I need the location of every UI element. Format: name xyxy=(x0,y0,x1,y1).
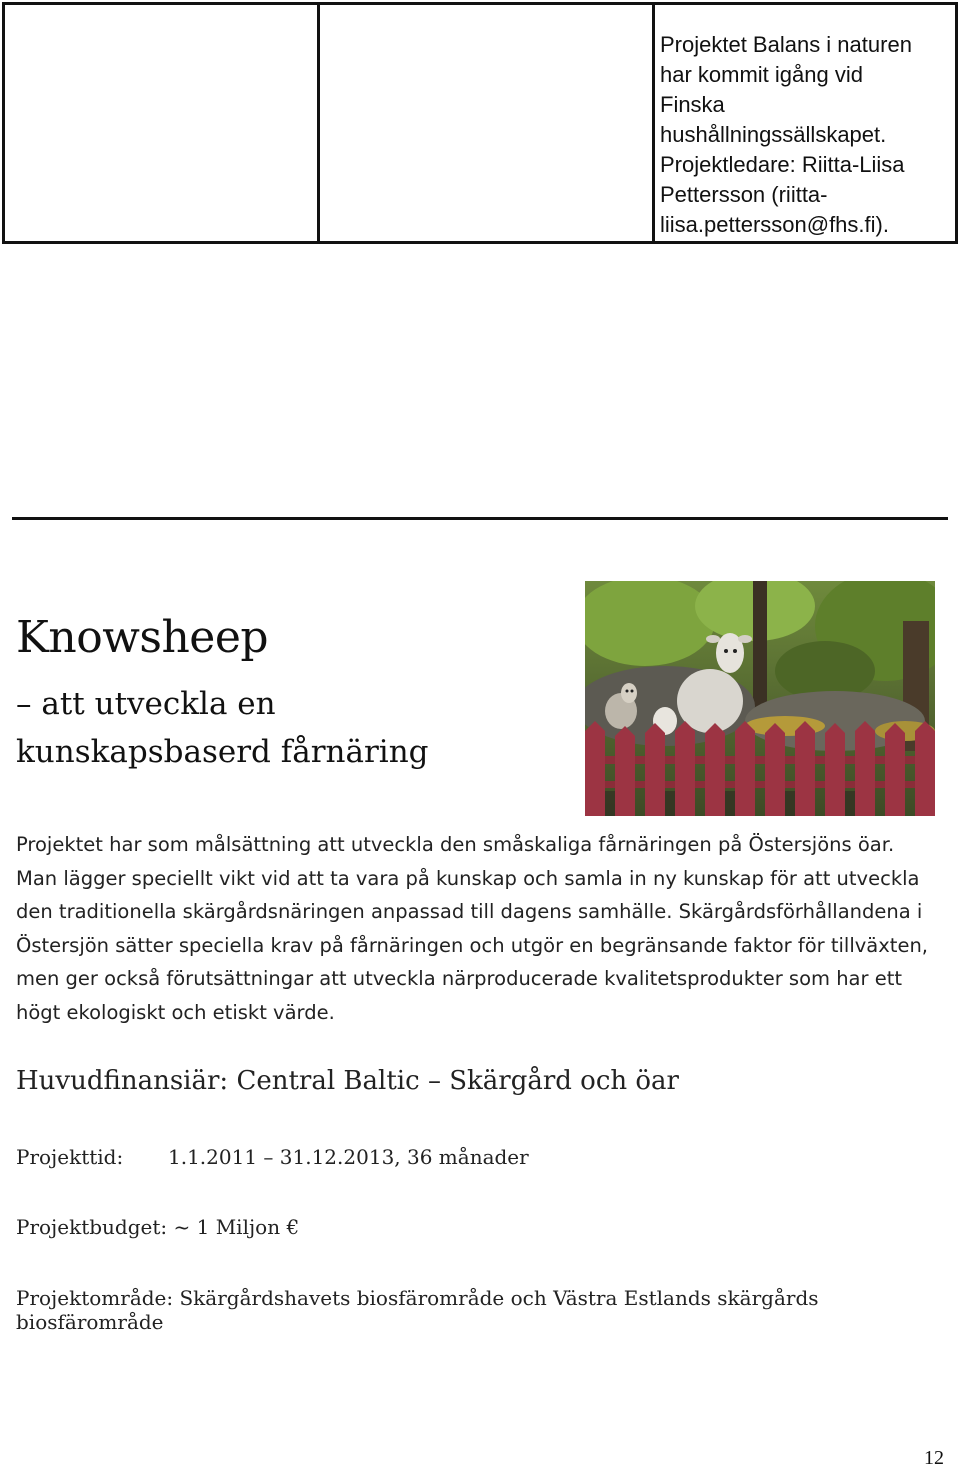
top-box-line: Projektet Balans i naturen xyxy=(660,32,912,57)
project-time-label: Projekttid: xyxy=(16,1145,124,1169)
project-description: Projektet har som målsättning att utveckla den småskaliga fårnäringen på Östersjöns öar. Man lägger speciellt vikt vid att ta vara på kunskap och samla in ny kunskap för att utveckla den traditionella skärgårdsnäringen anpassad till dagens samhälle. Skärgårdsförhållandena i Östersjön sätter speciella krav på fårnäringen och utgör en begränsande faktor för tillväxten, men ger också förutsättningar att utveckla närproducerade kvalitetsprodukter som har ett högt ekologiskt och etiskt värde. xyxy=(16,833,928,1024)
table-column-divider xyxy=(317,5,320,241)
horizontal-rule xyxy=(12,517,948,520)
project-financier: Huvudfinansiär: Central Baltic – Skärgård och öar xyxy=(16,1066,679,1096)
project-area: Projektområde: Skärgårdshavets biosfärområde och Västra Estlands skärgårds biosfärområde xyxy=(16,1286,819,1334)
table-column-divider xyxy=(652,5,655,241)
sheep-photo xyxy=(585,581,935,816)
subtitle-line: – att utveckla en xyxy=(16,686,276,722)
top-box-line: hushållningssällskapet. xyxy=(660,122,887,147)
project-time-row xyxy=(16,1145,529,1169)
project-title: Knowsheep xyxy=(16,612,269,663)
top-box-line: liisa.pettersson@fhs.fi). xyxy=(660,212,889,237)
project-subtitle xyxy=(16,680,536,776)
top-box-line: Projektledare: Riitta-Liisa xyxy=(660,152,905,177)
project-budget: Projektbudget: ~ 1 Miljon € xyxy=(16,1215,300,1239)
top-box-line: Finska xyxy=(660,92,725,117)
subtitle-line: kunskapsbaserd fårnäring xyxy=(16,734,429,770)
top-box-text xyxy=(660,30,940,240)
top-box-line: har kommit igång vid xyxy=(660,62,863,87)
project-time-value: 1.1.2011 – 31.12.2013, 36 månader xyxy=(168,1145,529,1169)
page-number: 12 xyxy=(924,1447,944,1469)
top-box-line: Pettersson (riitta- xyxy=(660,182,828,207)
